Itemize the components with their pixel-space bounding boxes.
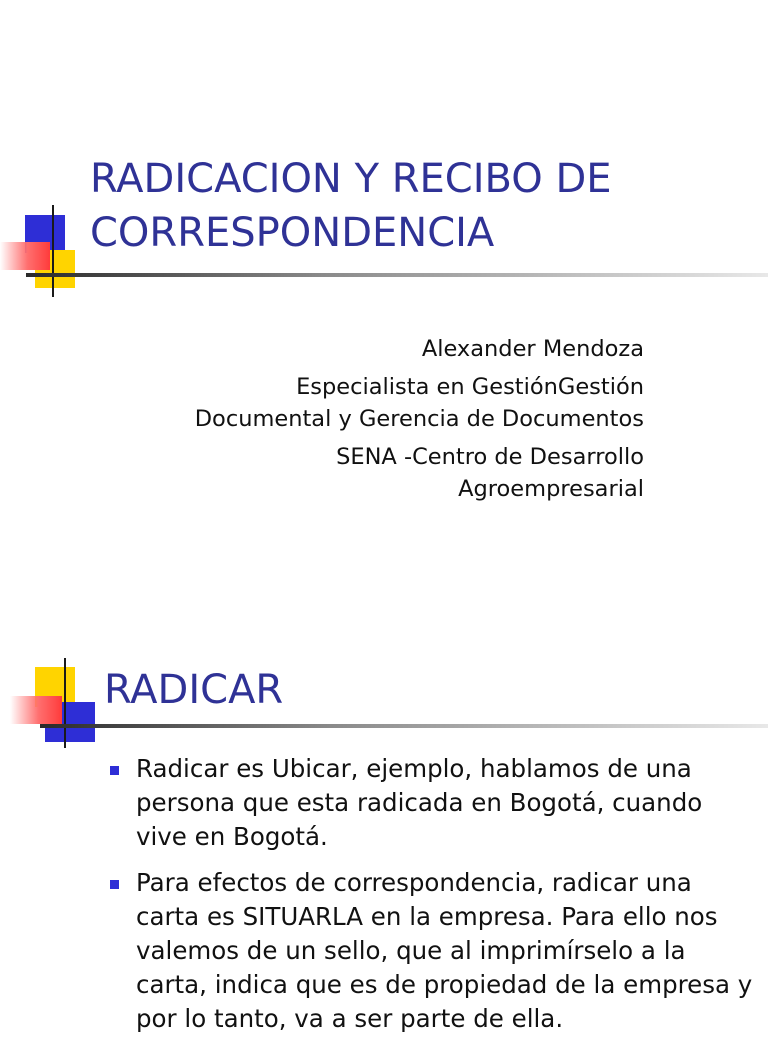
red-square-decoration xyxy=(0,242,50,270)
slide-title: RADICAR xyxy=(104,667,284,713)
author-name: Alexander Mendoza xyxy=(421,336,644,362)
author-institution: SENA -Centro de Desarrollo Agroempresarial xyxy=(336,444,644,502)
title-underline xyxy=(40,724,768,728)
bullet-list xyxy=(104,752,754,1048)
title-underline xyxy=(26,273,768,277)
list-item xyxy=(104,752,754,854)
square-bullet-icon xyxy=(110,880,119,889)
vertical-rule xyxy=(64,658,66,748)
bullet-text: Radicar es Ubicar, ejemplo, hablamos de una persona que esta radicada en Bogotá, cuando vive en Bogotá. xyxy=(136,754,703,851)
vertical-rule xyxy=(52,205,54,297)
author-block xyxy=(195,333,644,511)
slide-title: RADICACION Y RECIBO DE CORRESPONDENCIA xyxy=(90,156,612,256)
red-square-decoration xyxy=(10,696,62,724)
author-specialty: Especialista en GestiónGestión Documental y Gerencia de Documentos xyxy=(194,374,644,432)
bullet-text: Para efectos de correspondencia, radicar una carta es SITUARLA en la empresa. Para ello nos valemos de un sello, que al imprimírselo a la carta, indica que es de propiedad de la empresa y por lo tanto, va a ser parte de ella. xyxy=(136,868,753,1033)
list-item xyxy=(104,866,754,1036)
square-bullet-icon xyxy=(110,766,119,775)
